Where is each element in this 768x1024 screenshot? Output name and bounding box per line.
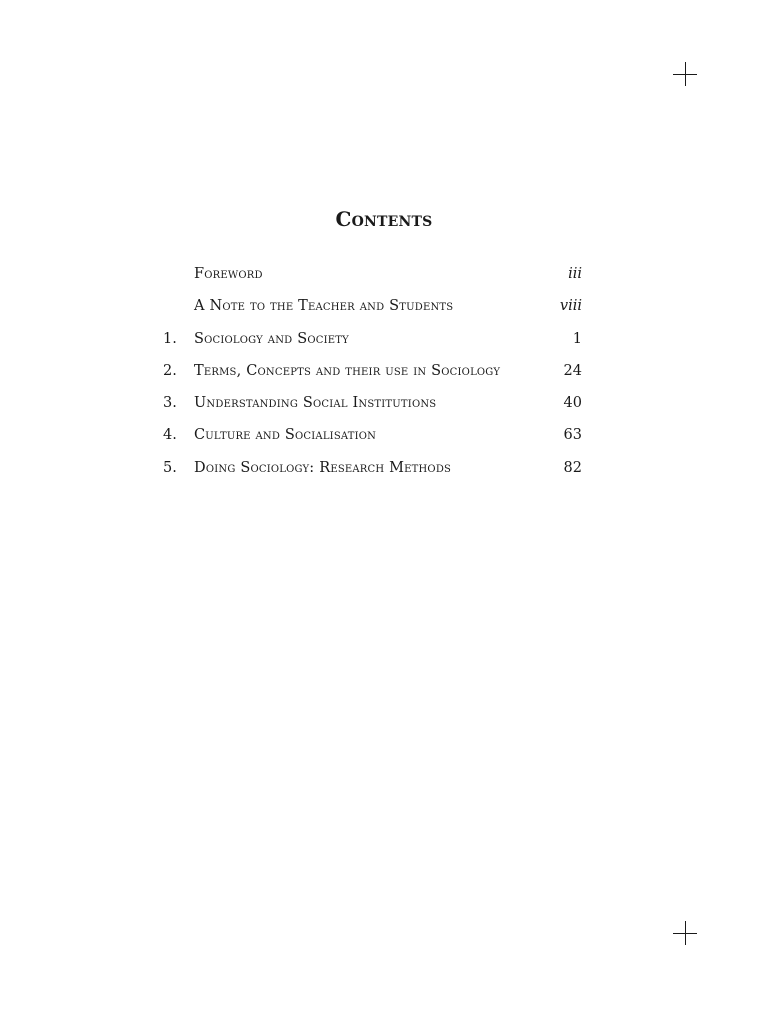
- toc-entry-page: viii: [559, 298, 582, 315]
- toc-entry-page: 1: [572, 330, 582, 347]
- toc-entry-label: Culture and Socialisation: [194, 427, 377, 444]
- toc-entry-number: 3.: [163, 395, 177, 412]
- table-of-contents: [160, 262, 584, 488]
- toc-entry-note[interactable]: [160, 294, 584, 326]
- toc-entry-number: 1.: [163, 330, 177, 347]
- toc-entry-label: Foreword: [194, 266, 263, 282]
- toc-entry-number: 2.: [163, 362, 177, 379]
- toc-entry-number: 5.: [163, 459, 177, 476]
- toc-entry-page: 40: [563, 395, 582, 412]
- toc-entry-chapter-4[interactable]: [160, 423, 584, 455]
- page-title: Contents: [335, 207, 433, 231]
- toc-entry-chapter-2[interactable]: [160, 359, 584, 391]
- toc-entry-page: 24: [563, 362, 582, 379]
- toc-entry-label: Doing Sociology: Research Methods: [194, 459, 452, 476]
- toc-entry-page: 63: [563, 427, 582, 444]
- toc-entry-label: Terms, Concepts and their use in Sociology: [194, 362, 501, 379]
- toc-entry-chapter-5[interactable]: [160, 456, 584, 488]
- toc-entry-page: iii: [568, 266, 582, 282]
- toc-entry-foreword[interactable]: [160, 262, 584, 294]
- toc-entry-number: 4.: [163, 427, 177, 444]
- toc-entry-page: 82: [563, 459, 582, 476]
- toc-entry-chapter-1[interactable]: [160, 327, 584, 359]
- crop-mark-bottom-icon: [673, 921, 697, 945]
- toc-entry-chapter-3[interactable]: [160, 391, 584, 423]
- toc-entry-label: Understanding Social Institutions: [194, 395, 437, 412]
- toc-entry-label: Sociology and Society: [194, 330, 349, 347]
- crop-mark-top-icon: [673, 62, 697, 86]
- toc-entry-label: A Note to the Teacher and Students: [194, 298, 454, 315]
